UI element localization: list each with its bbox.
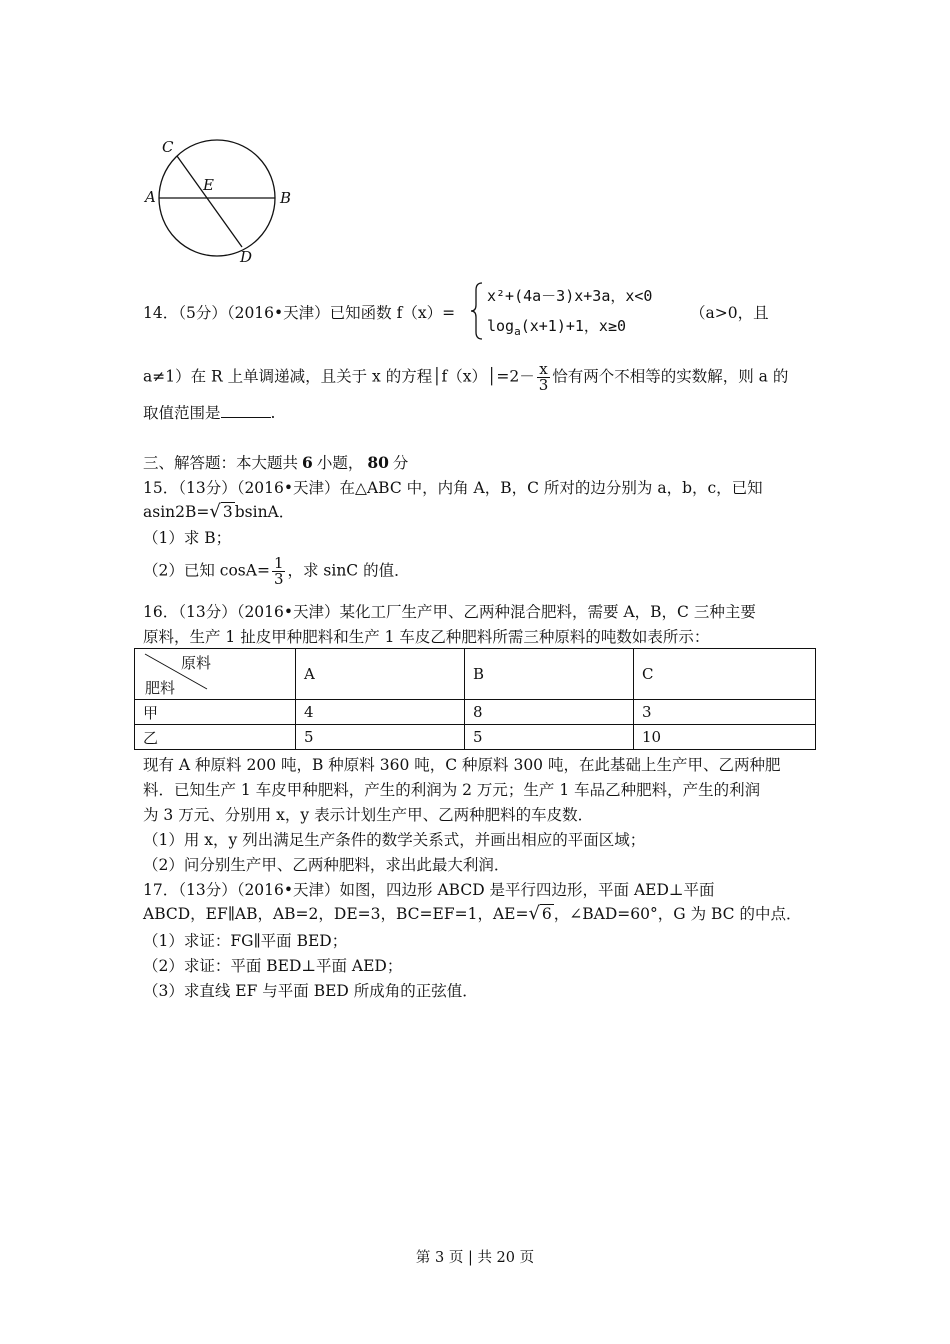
q15-line2: [143, 500, 294, 522]
q17-part3: （3）求直线 EF 与平面 BED 所成角的正弦值．: [143, 982, 478, 1000]
q15-part2-pre: （2）已知 cosA=: [143, 561, 270, 580]
q14-line2-pre: a≠1）在 R 上单调递减，且关于 x 的方程│f（x）│=2－: [143, 367, 535, 386]
q15-fraction: [272, 556, 286, 587]
q14-line3-text: 取值范围是: [143, 404, 221, 422]
section3-count: 6: [302, 453, 313, 472]
sqrt-symbol: √: [528, 903, 540, 924]
q16-after2: 料．已知生产 1 车皮甲种肥料，产生的利润为 2 万元；生产 1 车品乙种肥料，产生的利润: [143, 781, 761, 799]
section3-mid: 小题，: [316, 454, 364, 472]
q14-line3: [143, 401, 275, 423]
corner-bottom-label: 肥料: [145, 679, 176, 697]
q16-after3: 为 3 万元、分别用 x，y 表示计划生产甲、乙两种肥料的车皮数．: [143, 806, 594, 824]
q15-frac-num: 1: [273, 554, 284, 572]
q17-line2-pre: ABCD，EF∥AB，AB=2，DE=3，BC=EF=1，AE=: [143, 905, 529, 923]
q14-fraction: [537, 362, 551, 393]
q15-line1: 15．（13分）（2016•天津）在△ABC 中，内角 A，B，C 所对的边分别为 a，b，c，已知: [143, 479, 763, 497]
sqrt-symbol: √: [209, 501, 221, 522]
table-cell: 10: [634, 725, 816, 750]
table-row: [135, 700, 816, 725]
q15-part2-post: ，求 sinC 的值．: [287, 561, 410, 580]
piecewise-brace: [470, 282, 484, 340]
q14-case2-rest: (x+1)+1，x≥0: [520, 317, 627, 335]
table-corner-cell: [135, 649, 296, 700]
q14-case2-base: a: [514, 325, 521, 338]
q17-line1: 17．（13分）（2016•天津）如图，四边形 ABCD 是平行四边形，平面 AED⊥平面: [143, 881, 715, 899]
answer-blank: [221, 403, 271, 418]
table-cell: 3: [634, 700, 816, 725]
table-cell: 5: [296, 725, 465, 750]
q14-frac-num: x: [537, 362, 551, 378]
q14-line3-end: .: [270, 404, 276, 422]
table-row: [135, 725, 816, 750]
q15-line2-post: bsinA．: [234, 503, 295, 521]
q16-after1: 现有 A 种原料 200 吨，B 种原料 360 吨，C 种原料 300 吨，在此基础上生产甲、乙两种肥: [143, 756, 781, 774]
table-row-label: 甲: [135, 700, 296, 725]
q16-line2: 原料，生产 1 扯皮甲种肥料和生产 1 车皮乙种肥料所需三种原料的吨数如表所示：: [143, 628, 710, 646]
q15-radicand: 3: [222, 503, 233, 521]
section3-post: 分: [392, 454, 409, 472]
point-label-b: B: [280, 189, 292, 207]
q14-case2: [487, 315, 626, 338]
q16-line1: 16．（13分）（2016•天津）某化工厂生产甲、乙两种混合肥料，需要 A，B，C 三种主要: [143, 603, 756, 621]
q17-radicand: 6: [541, 905, 552, 923]
point-label-c: C: [162, 138, 174, 156]
q14-line2-post: 恰有两个不相等的实数解，则 a 的: [552, 367, 789, 386]
q14-frac-den: 3: [538, 376, 549, 394]
q16-part2: （2）问分别生产甲、乙两种肥料，求出此最大利润．: [143, 856, 510, 874]
table-header-cell: B: [465, 649, 634, 700]
q17-part1: （1）求证：FG∥平面 BED；: [143, 932, 348, 950]
q14-case1: x²+(4a－3)x+3a，x<0: [487, 287, 653, 305]
q15-frac-den: 3: [273, 570, 284, 588]
corner-top-label: 原料: [181, 654, 212, 672]
q15-part2: [143, 556, 410, 587]
table-header-cell: C: [634, 649, 816, 700]
q14-line1-pre: 14．（5分）（2016•天津）已知函数 f（x）=: [143, 304, 456, 322]
section3-pre: 三、解答题：本大题共: [143, 454, 299, 472]
point-label-d: D: [240, 248, 253, 266]
q15-part1: （1）求 B；: [143, 529, 232, 547]
page-footer: 第 3 页 | 共 20 页: [415, 1250, 535, 1266]
table-cell: 8: [465, 700, 634, 725]
table-row-label: 乙: [135, 725, 296, 750]
q17-line2-post: ，∠BAD=60°，G 为 BC 的中点．: [553, 905, 802, 923]
section3-heading: [143, 451, 408, 473]
q14-line2: [143, 362, 788, 393]
q17-part2: （2）求证：平面 BED⊥平面 AED；: [143, 957, 403, 975]
table-header-cell: A: [296, 649, 465, 700]
q14-case2-log: log: [487, 317, 515, 335]
point-label-e: E: [203, 176, 214, 194]
table-cell: 5: [465, 725, 634, 750]
section3-score: 80: [367, 453, 389, 472]
table-cell: 4: [296, 700, 465, 725]
table-header-row: [135, 649, 816, 700]
fertilizer-table: [134, 648, 816, 750]
q17-line2: [143, 902, 801, 924]
q15-line2-pre: asin2B=: [143, 503, 210, 521]
point-label-a: A: [145, 188, 156, 206]
q16-part1: （1）用 x，y 列出满足生产条件的数学关系式，并画出相应的平面区域；: [143, 831, 646, 849]
q14-line1-post: （a>0，且: [690, 304, 769, 322]
